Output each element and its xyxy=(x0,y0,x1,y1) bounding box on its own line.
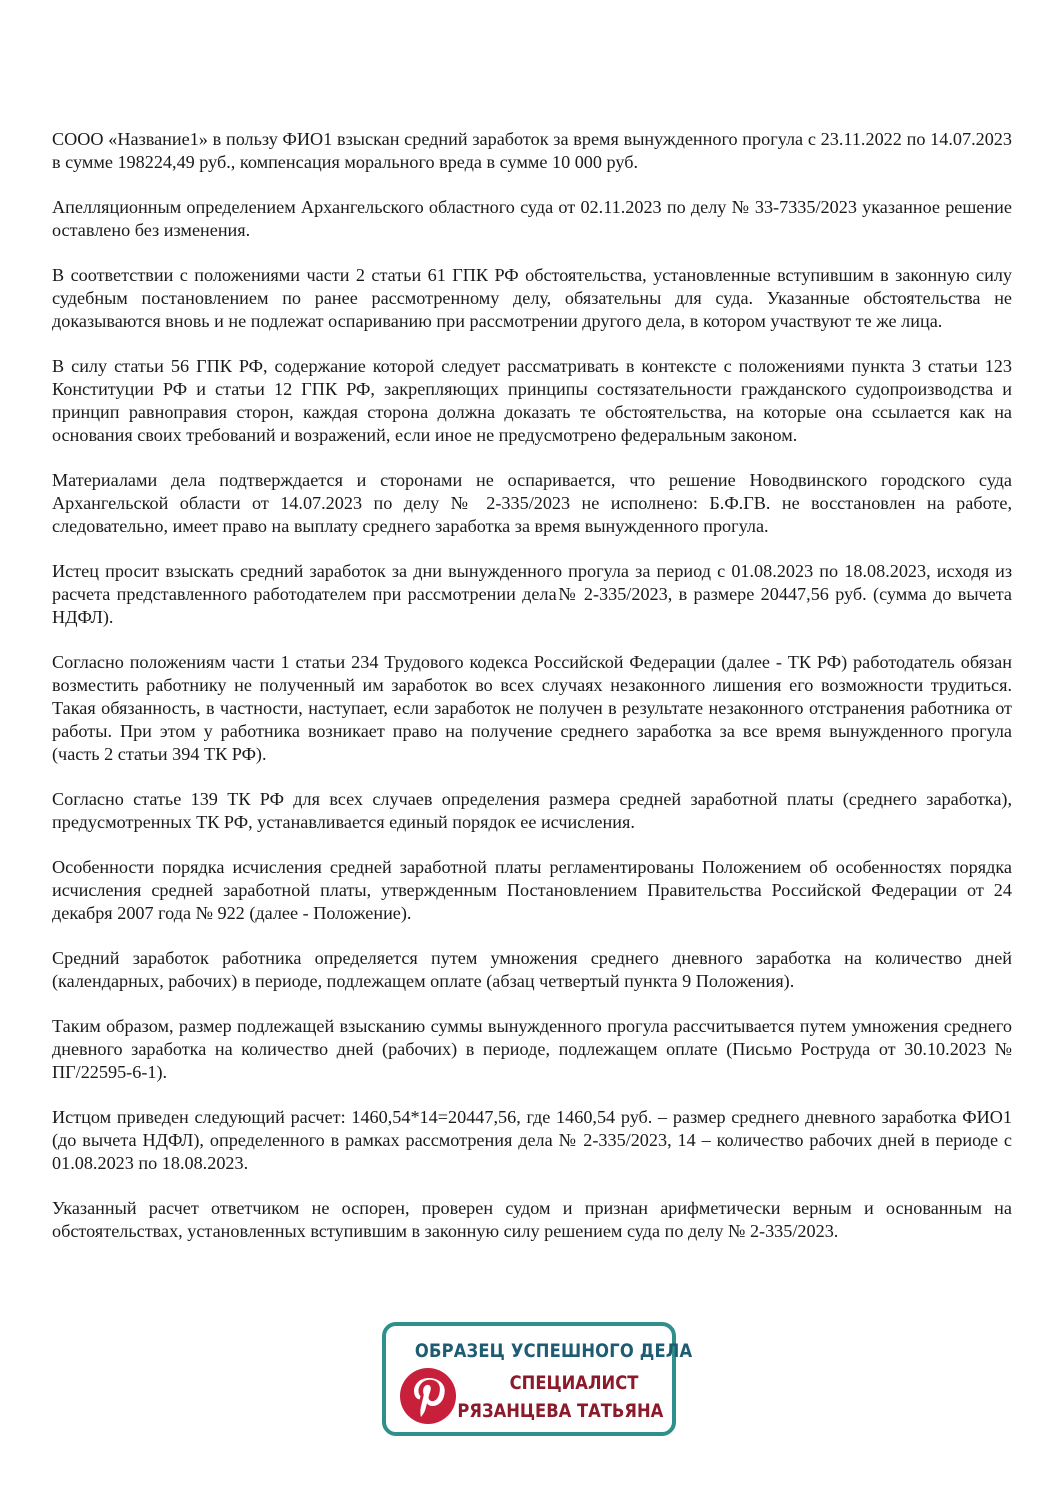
paragraph-3: В соответствии с положениями части 2 статьи 61 ГПК РФ обстоятельства, установленные вступившим в законную силу судебным постановлением по ранее рассмотренному делу, обязательны для суда. Указанные обстоятельства не доказываются вновь и не подлежат оспариванию при рассмотрении другого дела, в котором участвуют те же лица. xyxy=(52,265,1012,331)
stamp-specialist: СПЕЦИАЛИСТ xyxy=(509,1372,639,1394)
paragraph-5: Материалами дела подтверждается и сторонами не оспаривается, что решение Новодвинского городского суда Архангельской области от 14.07.2023 по делу № 2-335/2023 не исполнено: Б.Ф.ГВ. не восстановлен на работе, следовательно, имеет право на выплату среднего заработка за время вынужденного прогула. xyxy=(52,470,1012,536)
paragraph-2: Апелляционным определением Архангельского областного суда от 02.11.2023 по делу № 33-7335/2023 указанное решение оставлено без изменения. xyxy=(52,197,1012,240)
paragraph-6: Истец просит взыскать средний заработок за дни вынужденного прогула за период с 01.08.2023 по 18.08.2023, исходя из расчета представленного работодателем при рассмотрении дела№ 2-335/2023, в размере 20447,56 руб. (сумма до вычета НДФЛ). xyxy=(52,561,1012,627)
paragraph-10: Средний заработок работника определяется путем умножения среднего дневного заработка на количество дней (календарных, рабочих) в периоде, подлежащем оплате (абзац четвертый пункта 9 Положения). xyxy=(52,948,1012,991)
paragraph-8: Согласно статье 139 ТК РФ для всех случаев определения размера средней заработной платы (среднего заработка), предусмотренных ТК РФ, устанавливается единый порядок ее исчисления. xyxy=(52,789,1012,832)
document-body xyxy=(52,128,1012,1265)
sample-case-stamp xyxy=(382,1322,693,1436)
paragraph-7: Согласно положениям части 1 статьи 234 Трудового кодекса Российской Федерации (далее - ТК РФ) работодатель обязан возместить работнику не полученный им заработок во всех случаях незаконного лишения его возможности трудиться. Такая обязанность, в частности, наступает, если заработок не получен в результате незаконного отстранения работника от работы. При этом у работника возникает право на получение среднего заработка за все время вынужденного прогула (часть 2 статьи 394 ТК РФ). xyxy=(52,652,1012,764)
pinterest-icon xyxy=(398,1366,458,1426)
paragraph-4: В силу статьи 56 ГПК РФ, содержание которой следует рассматривать в контексте с положениями пункта 3 статьи 123 Конституции РФ и статьи 12 ГПК РФ, закрепляющих принципы состязательности гражданского судопроизводства и принцип равноправия сторон, каждая сторона должна доказать те обстоятельства, на которые она ссылается как на основания своих требований и возражений, если иное не предусмотрено федеральным законом. xyxy=(52,356,1012,445)
stamp-name: РЯЗАНЦЕВА ТАТЬЯНА xyxy=(457,1400,664,1422)
paragraph-9: Особенности порядка исчисления средней заработной платы регламентированы Положением об особенностях порядка исчисления средней заработной платы, утвержденным Постановлением Правительства Российской Федерации от 24 декабря 2007 года № 922 (далее - Положение). xyxy=(52,857,1012,923)
paragraph-11: Таким образом, размер подлежащей взысканию суммы вынужденного прогула рассчитывается путем умножения среднего дневного заработка на количество дней (рабочих) в периоде, подлежащем оплате (Письмо Роструда от 30.10.2023 № ПГ/22595-6-1). xyxy=(52,1016,1012,1082)
paragraph-12: Истцом приведен следующий расчет: 1460,54*14=20447,56, где 1460,54 руб. – размер среднего дневного заработка ФИО1 (до вычета НДФЛ), определенного в рамках рассмотрения дела № 2-335/2023, 14 – количество рабочих дней в периоде с 01.08.2023 по 18.08.2023. xyxy=(52,1107,1012,1173)
paragraph-1: СООО «Название1» в пользу ФИО1 взыскан средний заработок за время вынужденного прогула с 23.11.2022 по 14.07.2023 в сумме 198224,49 руб., компенсация морального вреда в сумме 10 000 руб. xyxy=(52,129,1012,172)
paragraph-13: Указанный расчет ответчиком не оспорен, проверен судом и признан арифметически верным и основанным на обстоятельствах, установленных вступившим в законную силу решением суда по делу № 2-335/2023. xyxy=(52,1198,1012,1241)
stamp-title: ОБРАЗЕЦ УСПЕШНОГО ДЕЛА xyxy=(414,1340,693,1362)
